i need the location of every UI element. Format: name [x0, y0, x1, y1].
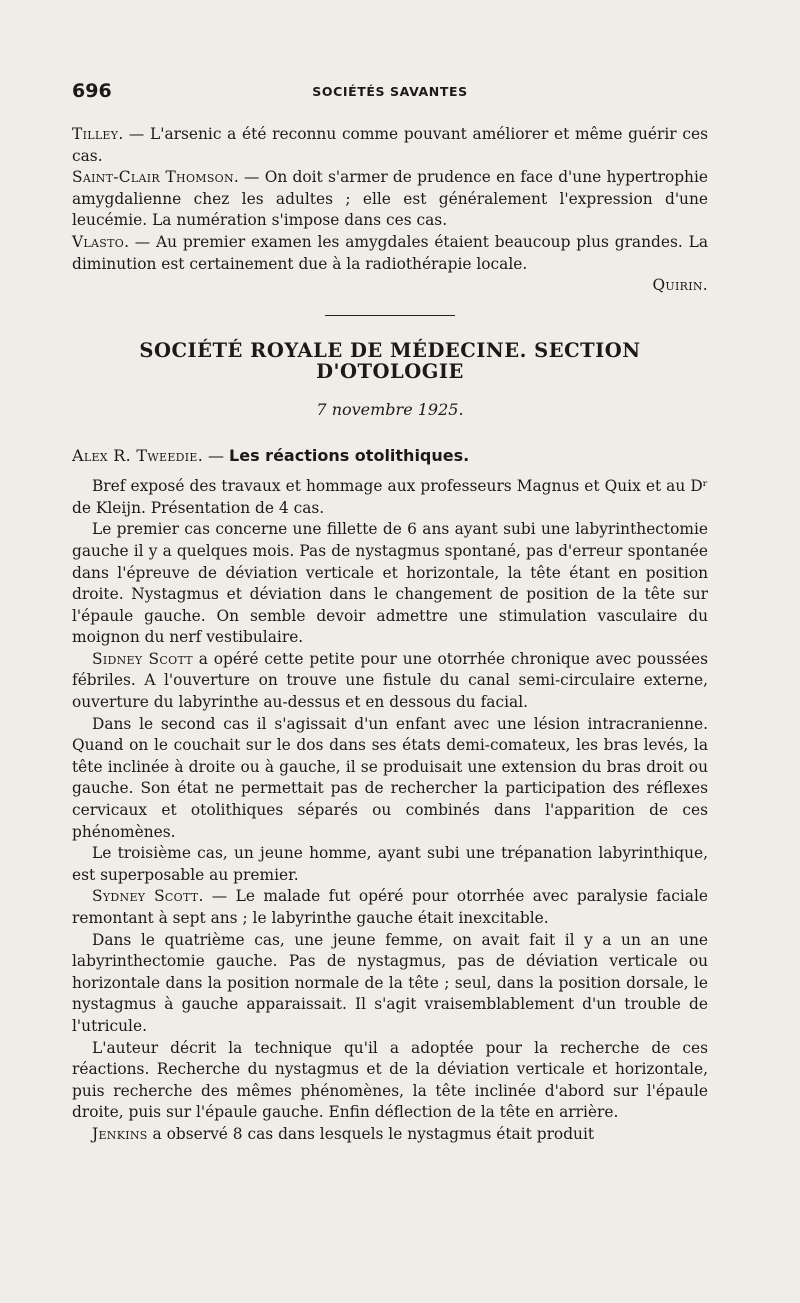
- paragraph: Dans le second cas il s'agissait d'un enfant avec une lésion intracranienne. Quand on le couchait sur le dos dans ses états demi-comateux, les bras levés, la tête inclinée à droite ou à gauche, il se produisait une extension du bras droit ou gauche. Son état ne permettait pas de rechercher la participation des réflexes cervicaux et otolithiques séparés ou combinés dans l'apparition de ces phénomènes.: [72, 714, 708, 841]
- paragraph: [72, 886, 708, 929]
- running-head: SOCIÉTÉS SAVANTES: [312, 84, 468, 99]
- signature: Quirin.: [652, 276, 708, 295]
- page-number: 696: [72, 80, 112, 102]
- paragraph: [72, 649, 708, 714]
- paragraph: Le premier cas concerne une fillette de 6 ans ayant subi une labyrinthectomie gauche il y a quelques mois. Pas de nystagmus spontané, pas d'erreur spontanée dans l'épreuve de déviation verticale et horizontale, la tête étant en position droite. Nystagmus et déviation dans le changement de position de la tête sur l'épaule gauche. On semble devoir admettre une stimulation vasculaire du moignon du nerf vestibulaire.: [72, 520, 708, 647]
- article-heading: [72, 445, 708, 467]
- speaker-name: Jenkins: [92, 1124, 148, 1143]
- paragraph: L'auteur décrit la technique qu'il a adoptée pour la recherche de ces réactions. Recherche du nystagmus et de la déviation verticale et horizontale, puis recherche des mêmes phénomènes, la tête inclinée d'abord sur l'épaule droite, puis sur l'épaule gauche. Enfin déflection de la tête en arrière.: [72, 1038, 708, 1122]
- article-title: Les réactions otolithiques.: [229, 445, 470, 465]
- speaker-name: Tilley: [72, 125, 119, 143]
- page-header: [72, 80, 708, 110]
- section-date: 7 novembre 1925.: [316, 399, 464, 419]
- speaker-name: Saint-Clair Thomson: [72, 168, 234, 187]
- paragraph: Le troisième cas, un jeune homme, ayant subi une trépanation labyrinthique, est superposable au premier.: [72, 844, 708, 884]
- speaker-name: Sydney Scott: [92, 887, 199, 906]
- divider: [325, 315, 455, 316]
- article-author: Alex R. Tweedie: [72, 445, 198, 465]
- speaker-name: Sidney Scott: [92, 649, 193, 668]
- article-separator: . —: [197, 445, 230, 465]
- paragraph-text: a opéré cette petite pour une otorrhée chronique avec poussées fébriles. A l'ouverture on trouve une fistule du canal semi-circulaire externe, ouverture du labyrinthe au-dessus et en dessous du facial.: [72, 649, 708, 712]
- page-body: [72, 124, 708, 1146]
- vlasto-paragraph: [72, 232, 708, 275]
- paragraph-text: . — Le malade fut opéré pour otorrhée avec paralysie faciale remontant à sept ans ; le labyrinthe gauche était inexcitable.: [72, 887, 708, 927]
- section-title: SOCIÉTÉ ROYALE DE MÉDECINE. SECTION D'OTOLOGIE: [139, 338, 641, 384]
- paragraph-text: . — On doit s'armer de prudence en face d'une hypertrophie amygdalienne chez les adultes ; elle est généralement l'expression d'une leucémie. La numération s'impose dans ces cas.: [72, 168, 708, 230]
- paragraph-text: . — L'arsenic a été reconnu comme pouvant améliorer et même guérir ces cas.: [72, 125, 708, 165]
- paragraph: Bref exposé des travaux et hommage aux professeurs Magnus et Quix et au Dʳ de Kleijn. Présentation de 4 cas.: [72, 477, 708, 517]
- tilley-paragraph: [72, 124, 708, 167]
- paragraph-text: . — Au premier examen les amygdales étaient beaucoup plus grandes. La diminution est certainement due à la radiothérapie locale.: [72, 232, 708, 273]
- paragraph-text: a observé 8 cas dans lesquels le nystagmus était produit: [147, 1124, 595, 1143]
- paragraph: [72, 1124, 708, 1146]
- speaker-name: Vlasto: [72, 232, 125, 251]
- paragraph: Dans le quatrième cas, une jeune femme, on avait fait il y a un an une labyrinthectomie gauche. Pas de nystagmus, pas de déviation verticale ou horizontale dans la position normale de la tête ; seul, dans la position dorsale, le nystagmus à gauche apparaissait. Il s'agit vraisemblablement d'un trouble de l'utricule.: [72, 930, 708, 1035]
- thomson-paragraph: [72, 167, 708, 232]
